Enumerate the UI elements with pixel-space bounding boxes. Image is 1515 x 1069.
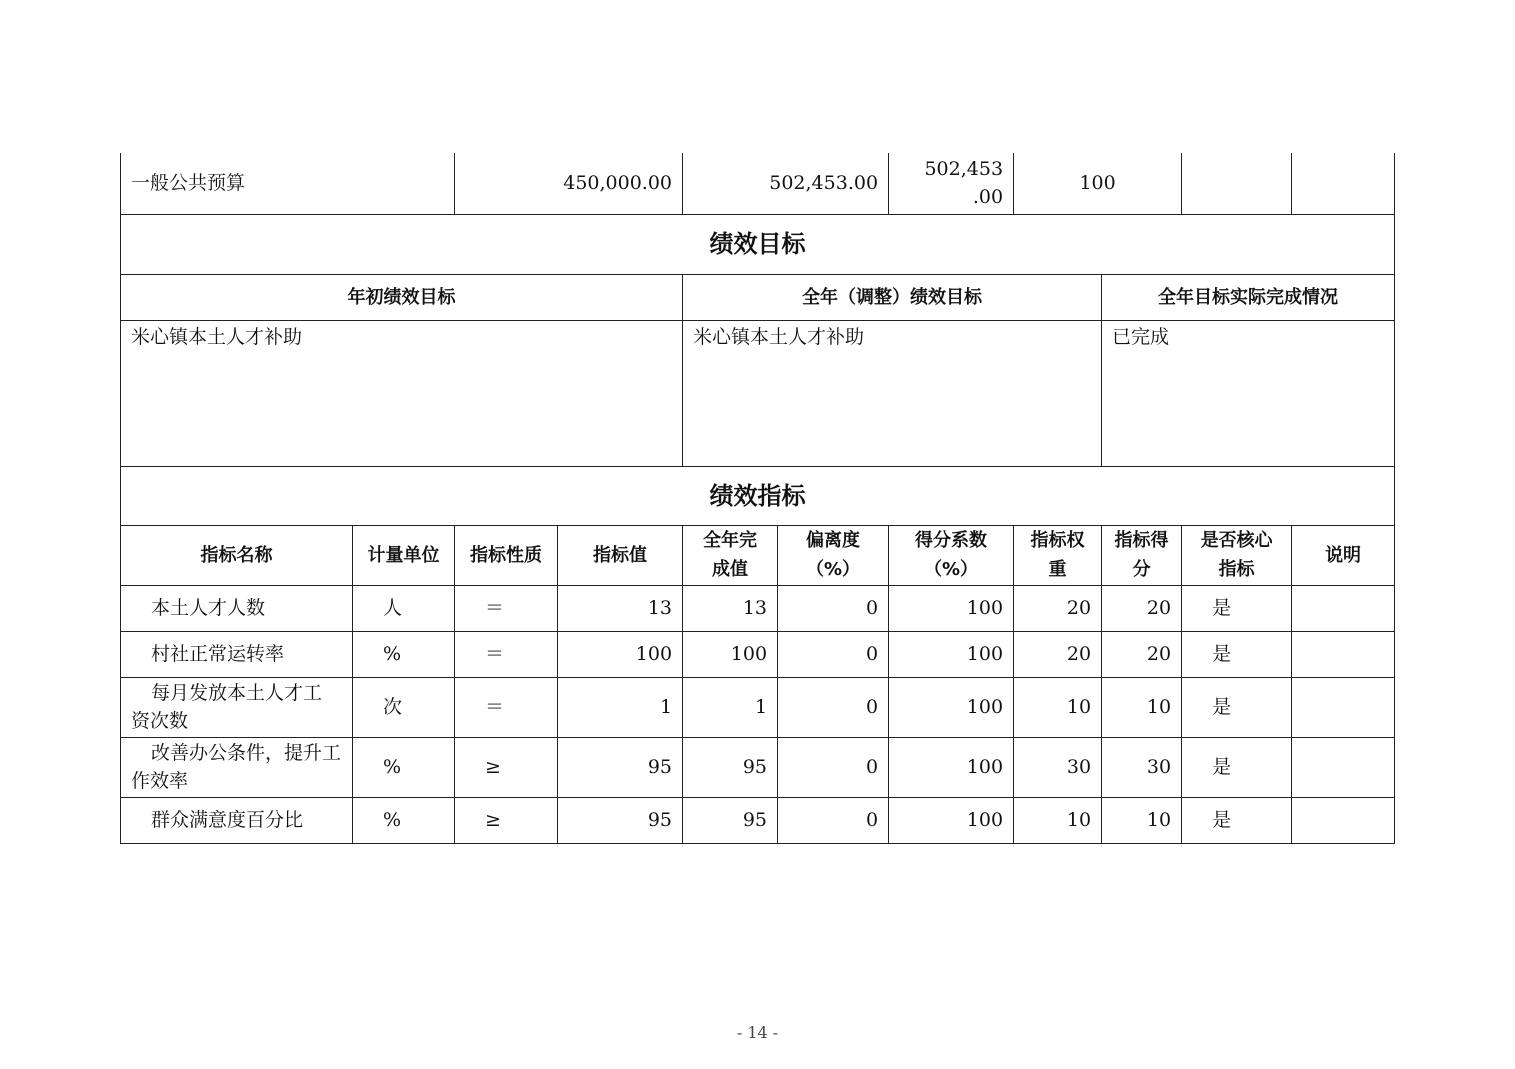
budget-row: [121, 153, 1395, 214]
indicator-coefficient: 100: [889, 797, 1014, 843]
indicator-coefficient: 100: [889, 631, 1014, 677]
col-header-core: 是否核心 指标: [1182, 525, 1292, 585]
indicator-nature: ≥: [455, 797, 558, 843]
indicator-coefficient: 100: [889, 585, 1014, 631]
goals-section-title: 绩效目标: [121, 214, 1395, 274]
indicator-actual: 95: [683, 797, 778, 843]
indicator-core: 是: [1182, 585, 1292, 631]
table-row: [121, 585, 1395, 631]
indicator-value: 95: [558, 797, 683, 843]
col-header-unit: 计量单位: [353, 525, 455, 585]
performance-table: [120, 153, 1395, 844]
indicator-weight: 10: [1014, 677, 1102, 737]
indicator-nature: ≥: [455, 737, 558, 797]
goal-header-actual: 全年目标实际完成情况: [1102, 274, 1395, 320]
indicator-value: 1: [558, 677, 683, 737]
indicator-actual: 95: [683, 737, 778, 797]
indicator-note: [1292, 585, 1395, 631]
indicator-score: 30: [1102, 737, 1182, 797]
indicators-section-row: [121, 466, 1395, 525]
indicator-deviation: 0: [778, 585, 889, 631]
indicator-unit: 人: [353, 585, 455, 631]
indicator-actual: 13: [683, 585, 778, 631]
indicator-unit: %: [353, 737, 455, 797]
indicator-unit: %: [353, 631, 455, 677]
goal-header-adjusted: 全年（调整）绩效目标: [683, 274, 1102, 320]
indicator-unit: 次: [353, 677, 455, 737]
indicator-weight: 30: [1014, 737, 1102, 797]
indicator-weight: 20: [1014, 631, 1102, 677]
indicator-core: 是: [1182, 797, 1292, 843]
indicator-deviation: 0: [778, 737, 889, 797]
indicator-coefficient: 100: [889, 677, 1014, 737]
goals-section-row: [121, 214, 1395, 274]
indicator-name: 群众满意度百分比: [121, 797, 353, 843]
indicator-core: 是: [1182, 677, 1292, 737]
indicator-nature: ＝: [455, 631, 558, 677]
indicators-section-title: 绩效指标: [121, 466, 1395, 525]
indicator-coefficient: 100: [889, 737, 1014, 797]
goal-value-actual: 已完成: [1102, 320, 1395, 466]
indicator-note: [1292, 677, 1395, 737]
goals-header-row: [121, 274, 1395, 320]
budget-label: 一般公共预算: [121, 153, 455, 214]
indicator-note: [1292, 797, 1395, 843]
budget-value-5: [1182, 153, 1292, 214]
indicator-weight: 20: [1014, 585, 1102, 631]
indicator-unit: %: [353, 797, 455, 843]
indicator-actual: 1: [683, 677, 778, 737]
budget-value-3: 502,453 .00: [889, 153, 1014, 214]
indicator-value: 95: [558, 737, 683, 797]
indicators-header-row: [121, 525, 1395, 585]
table-row: [121, 737, 1395, 797]
table-row: [121, 677, 1395, 737]
indicator-score: 20: [1102, 631, 1182, 677]
indicator-score: 10: [1102, 677, 1182, 737]
budget-value-1: 450,000.00: [455, 153, 683, 214]
budget-value-6: [1292, 153, 1395, 214]
indicator-note: [1292, 631, 1395, 677]
indicator-name: 本土人才人数: [121, 585, 353, 631]
col-header-name: 指标名称: [121, 525, 353, 585]
indicator-nature: ＝: [455, 585, 558, 631]
goal-header-initial: 年初绩效目标: [121, 274, 683, 320]
goal-value-initial: 米心镇本土人才补助: [121, 320, 683, 466]
indicator-score: 10: [1102, 797, 1182, 843]
indicator-deviation: 0: [778, 631, 889, 677]
table-row: [121, 797, 1395, 843]
col-header-actual: 全年完 成值: [683, 525, 778, 585]
indicator-score: 20: [1102, 585, 1182, 631]
col-header-value: 指标值: [558, 525, 683, 585]
indicator-name: 村社正常运转率: [121, 631, 353, 677]
page-number: - 14 -: [736, 1023, 779, 1042]
indicator-nature: ＝: [455, 677, 558, 737]
goal-value-adjusted: 米心镇本土人才补助: [683, 320, 1102, 466]
indicator-actual: 100: [683, 631, 778, 677]
indicator-deviation: 0: [778, 677, 889, 737]
table-row: [121, 631, 1395, 677]
indicator-note: [1292, 737, 1395, 797]
indicator-name: 每月发放本土人才工 资次数: [121, 677, 353, 737]
col-header-deviation: 偏离度 （%）: [778, 525, 889, 585]
indicator-weight: 10: [1014, 797, 1102, 843]
budget-value-4: 100: [1014, 153, 1182, 214]
col-header-coefficient: 得分系数 （%）: [889, 525, 1014, 585]
indicator-value: 100: [558, 631, 683, 677]
indicator-core: 是: [1182, 631, 1292, 677]
indicator-core: 是: [1182, 737, 1292, 797]
col-header-nature: 指标性质: [455, 525, 558, 585]
col-header-note: 说明: [1292, 525, 1395, 585]
budget-value-2: 502,453.00: [683, 153, 889, 214]
indicator-deviation: 0: [778, 797, 889, 843]
col-header-score: 指标得 分: [1102, 525, 1182, 585]
goals-value-row: [121, 320, 1395, 466]
col-header-weight: 指标权 重: [1014, 525, 1102, 585]
indicator-name: 改善办公条件，提升工 作效率: [121, 737, 353, 797]
indicator-value: 13: [558, 585, 683, 631]
